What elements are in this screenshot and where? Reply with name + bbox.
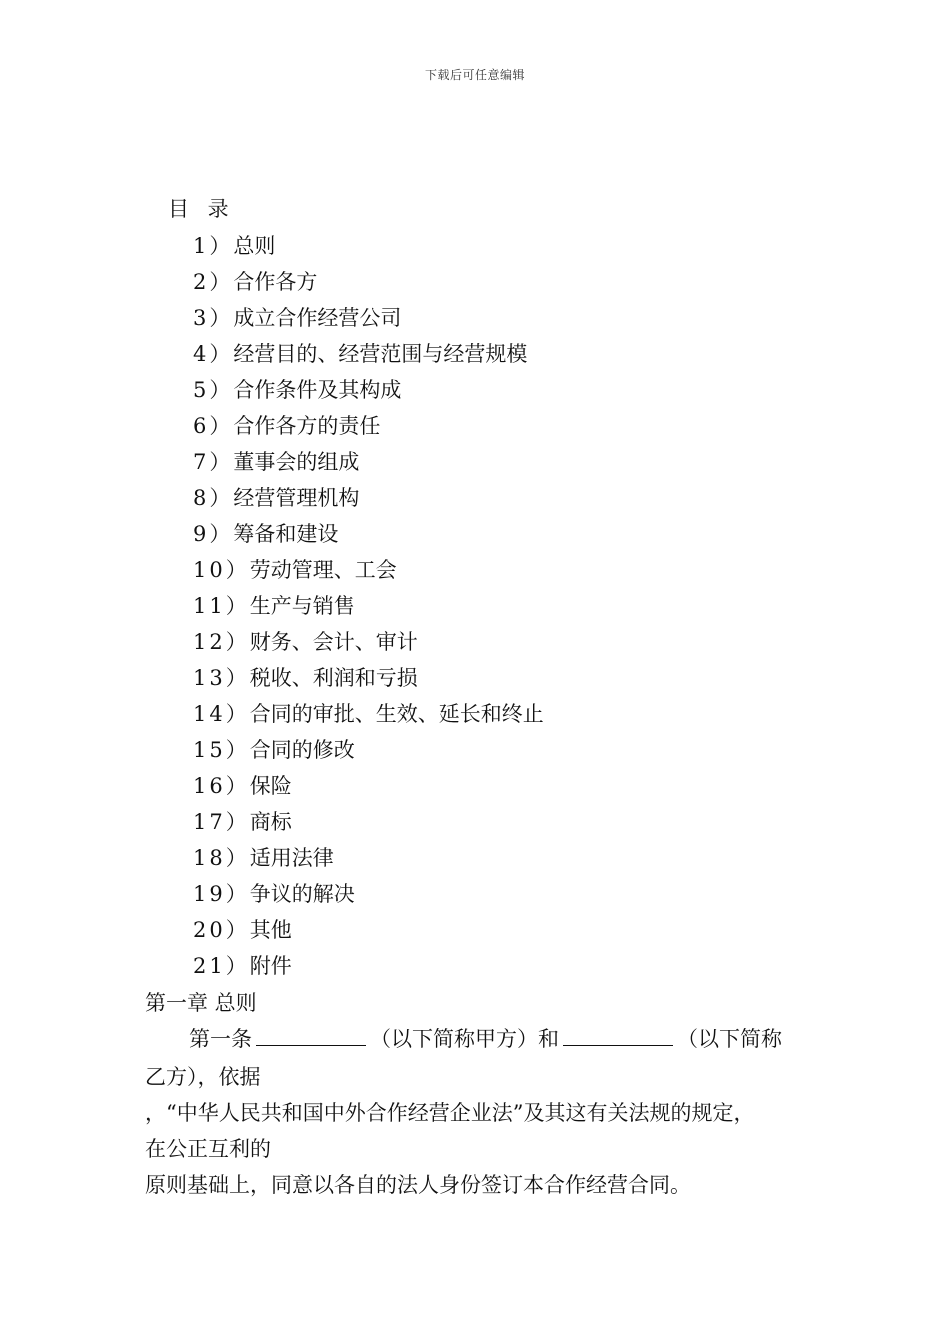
toc-item bbox=[193, 626, 544, 662]
toc-item-label: 财务、会计、审计 bbox=[249, 630, 418, 654]
toc-item bbox=[193, 482, 544, 518]
toc-item bbox=[193, 230, 544, 266]
article-1-line-2: 乙方），依据 bbox=[145, 1065, 261, 1089]
toc-item bbox=[193, 302, 544, 338]
toc-item-label: 税收、利润和亏损 bbox=[249, 666, 418, 690]
toc-item bbox=[193, 554, 544, 590]
toc-item bbox=[193, 446, 544, 482]
party-a-text: （以下简称甲方）和 bbox=[370, 1027, 559, 1051]
toc-item-label: 董事会的组成 bbox=[233, 450, 360, 474]
toc-item-number: 6） bbox=[193, 414, 234, 438]
toc-item-label: 总则 bbox=[233, 234, 276, 258]
toc-item-label: 合作各方的责任 bbox=[233, 414, 381, 438]
article-1-line-1 bbox=[145, 1024, 815, 1054]
toc-list bbox=[193, 230, 544, 986]
article-1-line-5: 原则基础上，同意以各自的法人身份签订本合作经营合同。 bbox=[145, 1173, 691, 1197]
party-b-text: （以下简称 bbox=[677, 1027, 782, 1051]
toc-item bbox=[193, 806, 544, 842]
toc-item-label: 劳动管理、工会 bbox=[249, 558, 397, 582]
toc-item-number: 10） bbox=[193, 558, 250, 582]
toc-item-number: 13） bbox=[193, 666, 250, 690]
toc-item-number: 16） bbox=[193, 774, 250, 798]
toc-item-label: 合同的修改 bbox=[249, 738, 355, 762]
toc-item-label: 合作条件及其构成 bbox=[233, 378, 402, 402]
header-note: 下载后可任意编辑 bbox=[424, 68, 525, 82]
toc-item-number: 20） bbox=[193, 918, 250, 942]
toc-item-number: 2） bbox=[193, 270, 234, 294]
toc-item-number: 1） bbox=[193, 234, 234, 258]
toc-item-label: 经营管理机构 bbox=[233, 486, 360, 510]
article-1-line-3: ，“中华人民共和国中外合作经营企业法”及其这有关法规的规定， bbox=[145, 1101, 755, 1125]
toc-item-label: 适用法律 bbox=[249, 846, 334, 870]
toc-item bbox=[193, 410, 544, 446]
toc-item bbox=[193, 734, 544, 770]
toc-item bbox=[193, 842, 544, 878]
toc-item bbox=[193, 374, 544, 410]
toc-item-label: 其他 bbox=[249, 918, 292, 942]
toc-item bbox=[193, 770, 544, 806]
toc-title: 目 录 bbox=[168, 197, 235, 221]
toc-item-number: 15） bbox=[193, 738, 250, 762]
toc-item bbox=[193, 878, 544, 914]
article-1-line-4: 在公正互利的 bbox=[145, 1137, 271, 1161]
toc-item bbox=[193, 914, 544, 950]
toc-item-number: 19） bbox=[193, 882, 250, 906]
toc-item-label: 保险 bbox=[249, 774, 292, 798]
toc-item-label: 合作各方 bbox=[233, 270, 318, 294]
toc-item-label: 商标 bbox=[249, 810, 292, 834]
toc-item-label: 生产与销售 bbox=[249, 594, 355, 618]
toc-item-number: 9） bbox=[193, 522, 234, 546]
toc-item bbox=[193, 662, 544, 698]
toc-item-number: 3） bbox=[193, 306, 234, 330]
toc-item-number: 17） bbox=[193, 810, 250, 834]
toc-item-number: 14） bbox=[193, 702, 250, 726]
toc-item-label: 争议的解决 bbox=[249, 882, 355, 906]
toc-item-number: 7） bbox=[193, 450, 234, 474]
toc-item bbox=[193, 338, 544, 374]
toc-item-label: 筹备和建设 bbox=[233, 522, 339, 546]
toc-item-label: 成立合作经营公司 bbox=[233, 306, 402, 330]
toc-item bbox=[193, 590, 544, 626]
toc-item-number: 5） bbox=[193, 378, 234, 402]
toc-item-label: 经营目的、经营范围与经营规模 bbox=[233, 342, 528, 366]
toc-item-number: 4） bbox=[193, 342, 234, 366]
toc-item-number: 12） bbox=[193, 630, 250, 654]
chapter-title: 第一章 总则 bbox=[145, 991, 257, 1015]
article-label: 第一条 bbox=[189, 1027, 252, 1051]
toc-item bbox=[193, 518, 544, 554]
toc-item-label: 合同的审批、生效、延长和终止 bbox=[249, 702, 544, 726]
toc-item-number: 18） bbox=[193, 846, 250, 870]
toc-item-label: 附件 bbox=[249, 954, 292, 978]
toc-item-number: 21） bbox=[193, 954, 250, 978]
party-b-blank bbox=[563, 1025, 673, 1046]
toc-item-number: 8） bbox=[193, 486, 234, 510]
toc-item bbox=[193, 950, 544, 986]
toc-item-number: 11） bbox=[193, 594, 250, 618]
party-a-blank bbox=[256, 1025, 366, 1046]
toc-item bbox=[193, 266, 544, 302]
toc-item bbox=[193, 698, 544, 734]
